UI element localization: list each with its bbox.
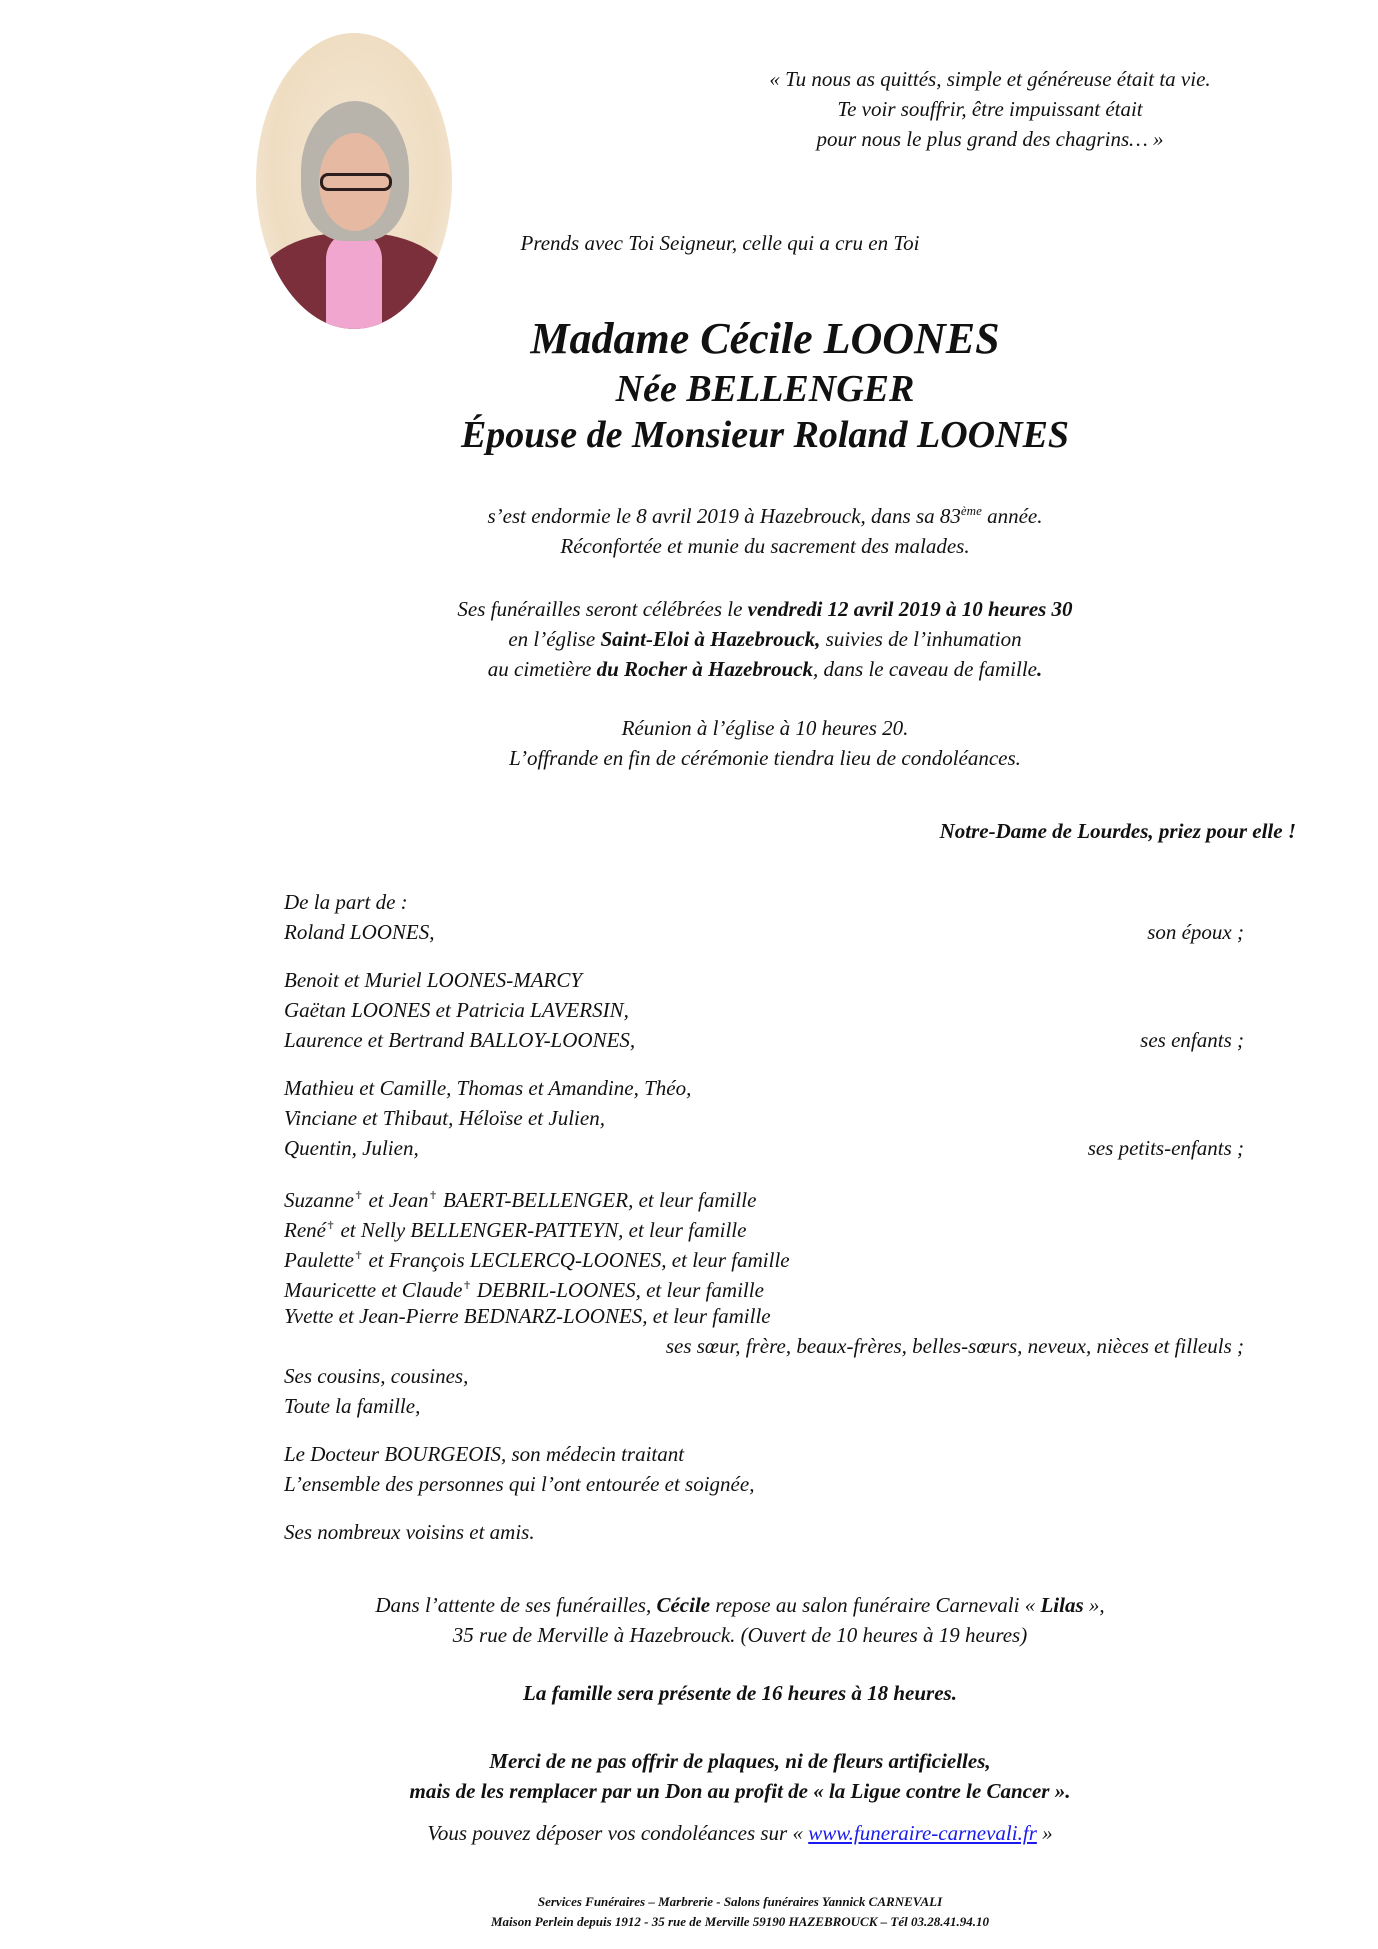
- funeral-line-1: Ses funérailles seront célébrées le vendredi 12 avril 2019 à 10 heures 30: [457, 597, 1073, 621]
- footer: [240, 1892, 1240, 1932]
- quote-line-1: « Tu nous as quittés, simple et généreuse était ta vie.: [769, 67, 1211, 91]
- spouse-line: Épouse de Monsieur Roland LOONES: [460, 414, 1070, 456]
- family-row-sibling-4: Mauricette et Claude✝ DEBRIL-LOONES, et leur famille: [284, 1278, 764, 1302]
- family-row-sibling-3: Paulette✝ et François LECLERCQ-LOONES, et leur famille: [284, 1248, 790, 1272]
- family-row-sibling-2: René✝ et Nelly BELLENGER-PATTEYN, et leur famille: [284, 1218, 747, 1242]
- family-row-child-3: Laurence et Bertrand BALLOY-LOONES, ses enfants ;: [284, 1028, 1244, 1052]
- dagger-icon: ✝: [325, 1220, 336, 1232]
- family-row-cousins: Ses cousins, cousines,: [284, 1364, 469, 1388]
- quote-line-3: pour nous le plus grand des chagrins… »: [816, 127, 1164, 151]
- family-presence: La famille sera présente de 16 heures à 18 heures.: [523, 1681, 957, 1705]
- invocation: Notre-Dame de Lourdes, priez pour elle !: [939, 819, 1296, 843]
- funeral-line-2: en l’église Saint-Eloi à Hazebrouck, suivies de l’inhumation: [508, 627, 1022, 651]
- deceased-name: Madame Cécile LOONES: [530, 314, 1000, 363]
- death-notice: [300, 496, 1230, 561]
- family-row-sibling-role: ses sœur, frère, beaux-frères, belles-sœurs, neveux, nièces et filleuls ;: [665, 1334, 1244, 1358]
- portrait-photo: [256, 33, 452, 329]
- rest-line-2: 35 rue de Merville à Hazebrouck. (Ouvert de 10 heures à 19 heures): [452, 1623, 1028, 1647]
- prayer-line: Prends avec Toi Seigneur, celle qui a cru en Toi: [520, 231, 920, 255]
- family-row-sibling-5: Yvette et Jean-Pierre BEDNARZ-LOONES, et leur famille: [284, 1304, 771, 1328]
- family-row-grand-2: Vinciane et Thibaut, Héloïse et Julien,: [284, 1106, 605, 1130]
- family-row-sibling-1: Suzanne✝ et Jean✝ BAERT-BELLENGER, et leur famille: [284, 1188, 757, 1212]
- footer-line-1: Services Funéraires – Marbrerie - Salons funéraires Yannick CARNEVALI: [537, 1894, 943, 1909]
- maiden-name: Née BELLENGER: [615, 368, 915, 410]
- deceased-name-block: [340, 312, 1190, 458]
- reunion-line-1: Réunion à l’église à 10 heures 20.: [621, 716, 909, 740]
- footer-line-2: Maison Perlein depuis 1912 - 35 rue de Merville 59190 HAZEBROUCK – Tél 03.28.41.94.10: [491, 1914, 989, 1929]
- dagger-icon: ✝: [462, 1280, 472, 1292]
- funeral-details: [300, 594, 1230, 684]
- dagger-icon: ✝: [354, 1190, 364, 1202]
- family-row-neighbors: Ses nombreux voisins et amis.: [284, 1520, 535, 1544]
- condolences-line: Vous pouvez déposer vos condoléances sur « www.funeraire-carnevali.fr »: [427, 1821, 1053, 1845]
- family-row-child-1: Benoit et Muriel LOONES-MARCY: [284, 968, 583, 992]
- family-row-grand-1: Mathieu et Camille, Thomas et Amandine, Théo,: [284, 1076, 692, 1100]
- from-label: De la part de :: [284, 890, 408, 914]
- death-line-1: s’est endormie le 8 avril 2019 à Hazebrouck, dans sa 83ème année.: [487, 503, 1043, 528]
- family-row-child-2: Gaëtan LOONES et Patricia LAVERSIN,: [284, 998, 629, 1022]
- reunion-info: [300, 713, 1230, 773]
- rest-line-1: Dans l’attente de ses funérailles, Cécile repose au salon funéraire Carnevali « Lilas »,: [375, 1593, 1105, 1617]
- flowers-notice: [240, 1746, 1240, 1806]
- quote-line-2: Te voir souffrir, être impuissant était: [837, 97, 1143, 121]
- funeral-line-3: au cimetière du Rocher à Hazebrouck, dans le caveau de famille.: [487, 657, 1043, 681]
- flowers-line-2: mais de les remplacer par un Don au profit de « la Ligue contre le Cancer ».: [409, 1779, 1071, 1803]
- dagger-icon: ✝: [353, 1250, 364, 1262]
- resting-place: [240, 1590, 1240, 1650]
- death-line-2: Réconfortée et munie du sacrement des malades.: [560, 534, 970, 558]
- family-row-all: Toute la famille,: [284, 1394, 421, 1418]
- reunion-line-2: L’offrande en fin de cérémonie tiendra lieu de condoléances.: [509, 746, 1021, 770]
- condolences-link[interactable]: www.funeraire-carnevali.fr: [808, 1821, 1037, 1845]
- dagger-icon: ✝: [428, 1190, 438, 1202]
- family-row-doctor: Le Docteur BOURGEOIS, son médecin traitant: [284, 1442, 685, 1466]
- epitaph-quote: [690, 64, 1290, 154]
- flowers-line-1: Merci de ne pas offrir de plaques, ni de fleurs artificielles,: [489, 1749, 991, 1773]
- family-row-grand-3: Quentin, Julien, ses petits-enfants ;: [284, 1136, 1244, 1160]
- family-row-caregivers: L’ensemble des personnes qui l’ont entourée et soignée,: [284, 1472, 755, 1496]
- family-row-spouse: Roland LOONES, son époux ;: [284, 920, 1244, 944]
